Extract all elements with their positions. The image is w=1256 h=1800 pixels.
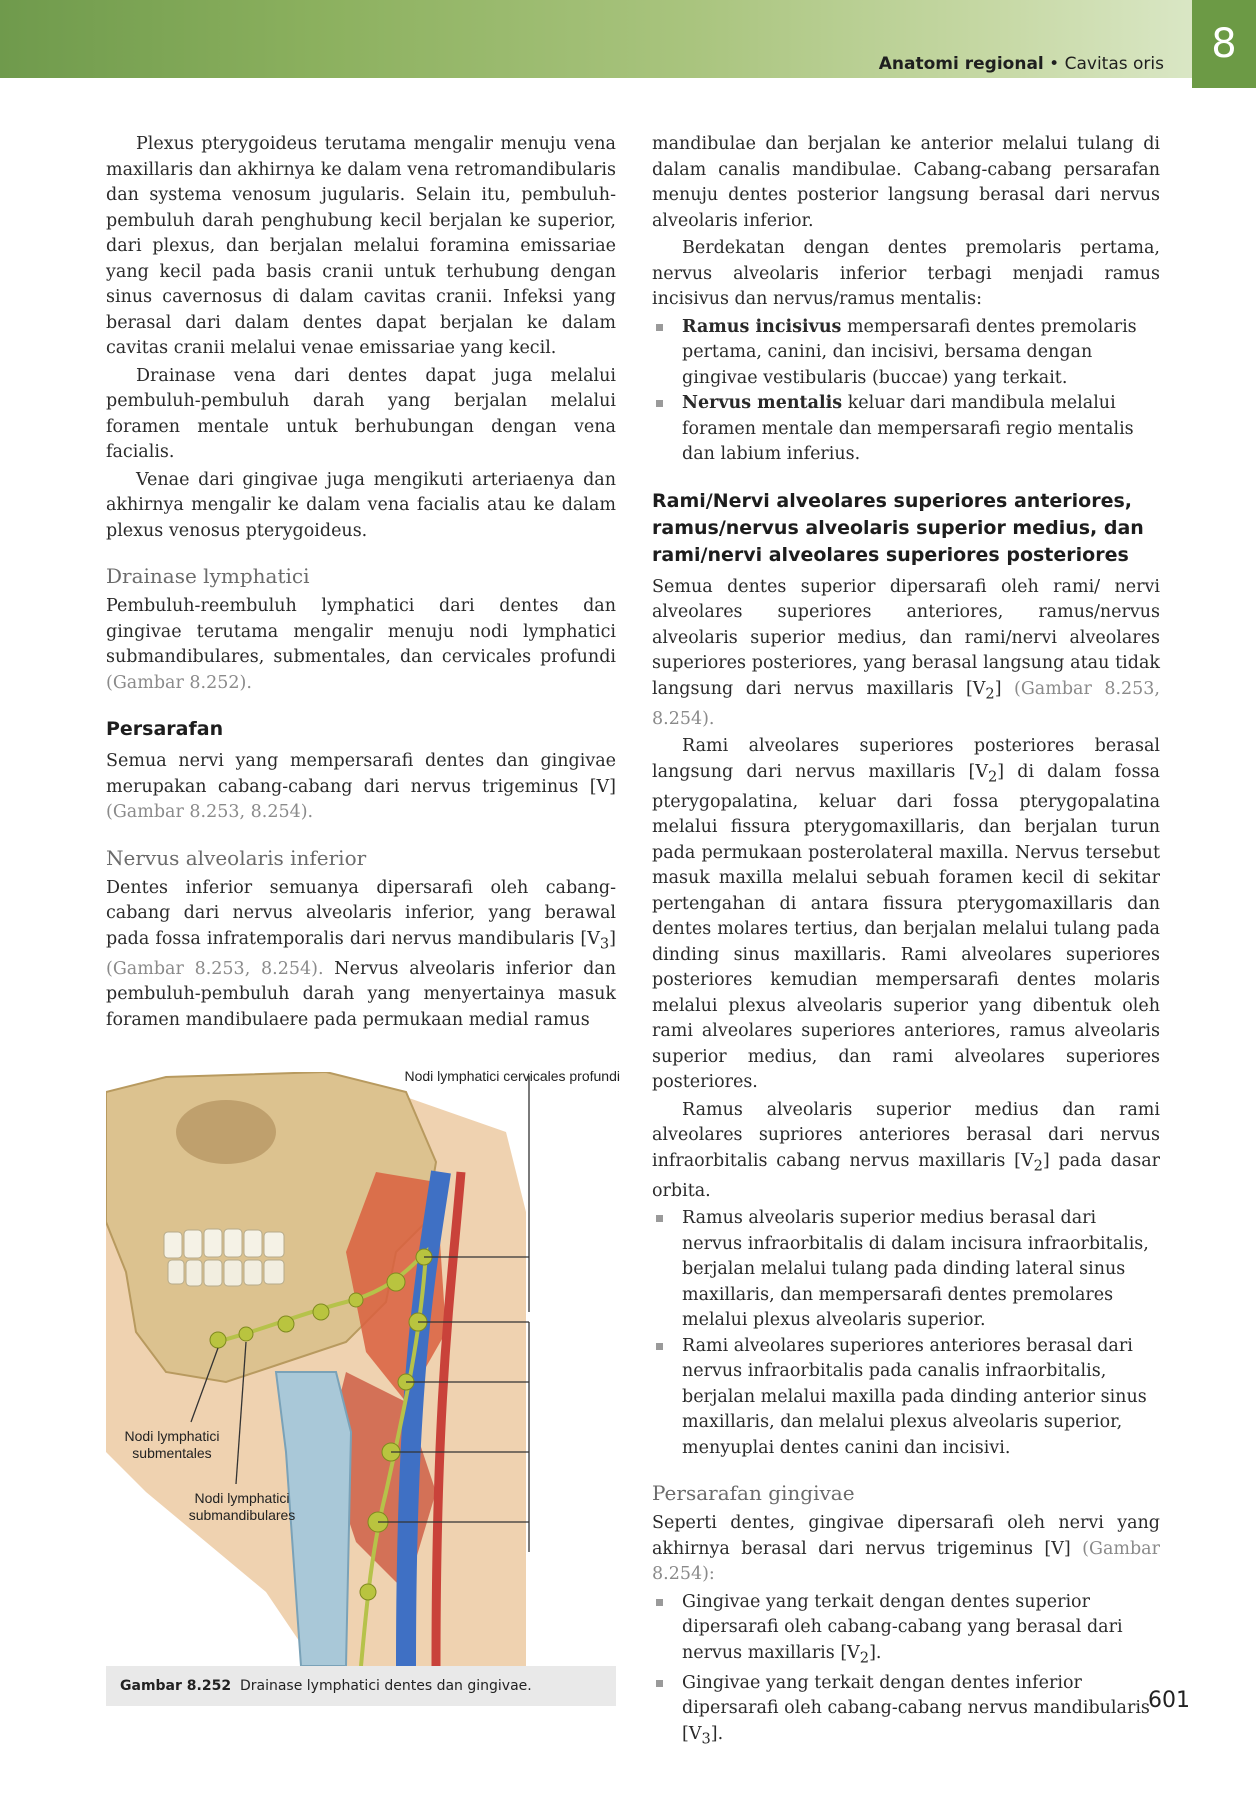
running-header — [879, 54, 1164, 74]
label-deep-cervical-nodes: Nodi lymphatici cervicales profundi — [404, 1068, 620, 1084]
lymphatic-drainage-illustration — [106, 1072, 616, 1666]
list-item: Ramus alveolaris superior medius berasal dari nervus infraorbitalis di dalam incisura infraorbitalis, berjalan melalui tulang pada dinding lateral sinus maxillaris, dan mempersarafi dentes premolares melalui plexus alveolaris superior. — [652, 1206, 1160, 1334]
caption-number: Gambar 8.252 — [120, 1678, 232, 1694]
heading-inferior-alveolar-nerve: Nervus alveolaris inferior — [106, 845, 367, 870]
right-column — [652, 132, 1160, 1754]
heading-innervation: Persarafan — [106, 718, 224, 740]
paragraph: Drainase vena dari dentes dapat juga melalui pembuluh-pembuluh darah yang berjalan melalui foramen mentale untuk berhubungan dengan vena facialis. — [106, 365, 616, 462]
figure-ref: (Gambar 8.254): — [652, 1538, 1160, 1584]
paragraph: Rami alveolares superiores posteriores berasal langsung dari nervus maxillaris $[V_2]$ di dalam fossa pterygopalatina, keluar dari fossa pterygopalatina melalui fissura pterygomaxillaris, dan berjalan turun pada permukaan posterolateral maxilla. Nervus tersebut masuk maxilla melalui sebuah foramen kecil di sekitar pertengahan di antara fissura pterygomaxillaris dan dentes molares tertius, dan berjalan melalui tulang pada dinding sinus maxillaris. Rami alveolares superiores posteriores kemudian mempersarafi dentes molaris melalui plexus alveolaris superior yang dibentuk oleh rami alveolares superiores anteriores, ramus alveolaris superior medius, dan rami alveolares superiores posteriores. — [652, 736, 1160, 1092]
bullet-list — [652, 315, 1160, 468]
figure-caption — [106, 1666, 616, 1706]
paragraph: Semua dentes superior dipersarafi oleh rami/ nervi alveolares superiores anteriores, ramus/nervus alveolaris superior medius, dan rami/nervi alveolares superiores posteriores, yang berasal langsung atau tidak langsung dari nervus maxillaris $[V_2]$ (Gambar 8.253, 8.254). — [652, 576, 1160, 729]
heading-gingival-innervation: Persarafan gingivae — [652, 1481, 855, 1505]
figure-ref: (Gambar 8.253, 8.254). — [652, 678, 1160, 729]
chapter-number-box — [1192, 0, 1256, 88]
heading-superior-alveolar-nerves: Rami/Nervi alveolares superiores anteriores, ramus/nervus alveolaris superior medius, dan rami/nervi alveolares superiores posteriores — [652, 489, 1144, 566]
list-item: Ramus incisivus mempersarafi dentes premolaris pertama, canini, dan incisivi, bersama dengan gingivae vestibularis (buccae) yang terkait. — [652, 315, 1160, 392]
left-column — [106, 132, 616, 1035]
paragraph: Seperti dentes, gingivae dipersarafi oleh nervi yang akhirnya berasal dari nervus trigeminus [V] (Gambar 8.254): — [652, 1513, 1160, 1584]
paragraph: Plexus pterygoideus terutama mengalir menuju vena maxillaris dan akhirnya ke dalam vena retromandibularis dan systema venosum jugularis. Selain itu, pembuluh-pembuluh darah penghubung kecil berjalan ke superior, dari plexus, dan berjalan melalui foramina emissariae yang kecil pada basis cranii untuk terhubung dengan sinus cavernosus di dalam cavitas cranii. Infeksi yang berasal dari dalam dentes dapat berjalan ke dalam cavitas cranii melalui venae emissariae yang kecil. — [106, 134, 616, 358]
paragraph: Pembuluh-reembuluh lymphatici dari dentes dan gingivae terutama mengalir menuju nodi lymphatici submandibulares, submentales, dan cervicales profundi (Gambar 8.252). — [106, 596, 616, 693]
bullet-list — [652, 1206, 1160, 1461]
list-item: Gingivae yang terkait dengan dentes inferior dipersarafi oleh cabang-cabang nervus mandibularis $[V_3]$. — [652, 1671, 1160, 1752]
list-item: Nervus mentalis keluar dari mandibula melalui foramen mentale dan mempersarafi regio mentalis dan labium inferius. — [652, 391, 1160, 468]
paragraph: Berdekatan dengan dentes premolaris pertama, nervus alveolaris inferior terbagi menjadi ramus incisivus dan nervus/ramus mentalis: — [652, 238, 1160, 309]
paragraph: Venae dari gingivae juga mengikuti arteriaenya dan akhirnya mengalir ke dalam vena facialis atau ke dalam plexus venosus pterygoideus. — [106, 469, 616, 541]
list-item: Gingivae yang terkait dengan dentes superior dipersarafi oleh cabang-cabang yang berasal dari nervus maxillaris $[V_2]$. — [652, 1590, 1160, 1671]
paragraph: Semua nervi yang mempersarafi dentes dan gingivae merupakan cabang-cabang dari nervus trigeminus [V] (Gambar 8.253, 8.254). — [106, 751, 616, 822]
page-number: 601 — [1148, 1688, 1190, 1713]
header-section: Anatomi regional — [878, 54, 1044, 74]
figure-8-252 — [106, 1068, 620, 1694]
caption-text: Drainase lymphatici dentes dan gingivae. — [239, 1678, 532, 1694]
orbit — [176, 1100, 276, 1164]
header-topic: Cavitas oris — [1064, 54, 1164, 74]
bullet-list — [652, 1590, 1160, 1752]
paragraph: Dentes inferior semuanya dipersarafi oleh cabang-cabang dari nervus alveolaris inferior, yang berawal pada fossa infratemporalis dari nervus mandibularis $[V_3]$ (Gambar 8.253, 8.254). Nervus alveolaris inferior dan pembuluh-pembuluh darah yang menyertainya masuk foramen mandibulaere pada permukaan medial ramus — [106, 877, 616, 1030]
paragraph: Ramus alveolaris superior medius dan rami alveolares supriores anteriores berasal dari nervus infraorbitalis cabang nervus maxillaris $[V_2]$ pada dasar orbita. — [652, 1099, 1160, 1201]
paragraph: mandibulae dan berjalan ke anterior melalui tulang di dalam canalis mandibulae. Cabang-cabang persarafan menuju dentes posterior langsung berasal dari nervus alveolaris inferior. — [652, 134, 1160, 231]
header-separator: • — [1043, 54, 1065, 74]
label-submandibular-nodes: Nodi lymphatici submandibulares — [188, 1490, 296, 1523]
chapter-number: 8 — [1211, 21, 1237, 67]
label-submental-nodes: Nodi lymphatici submentales — [124, 1428, 220, 1461]
figure-ref: (Gambar 8.253, 8.254). — [106, 958, 324, 979]
heading-lymphatic-drainage: Drainase lymphatici — [106, 564, 310, 588]
figure-ref: (Gambar 8.253, 8.254). — [106, 802, 314, 822]
list-item: Rami alveolares superiores anteriores berasal dari nervus infraorbitalis pada canalis infraorbitalis, berjalan melalui maxilla pada dinding anterior sinus maxillaris, dan melalui plexus alveolaris superior, menyuplai dentes canini dan incisivi. — [652, 1334, 1160, 1462]
figure-ref: (Gambar 8.252). — [106, 672, 252, 693]
